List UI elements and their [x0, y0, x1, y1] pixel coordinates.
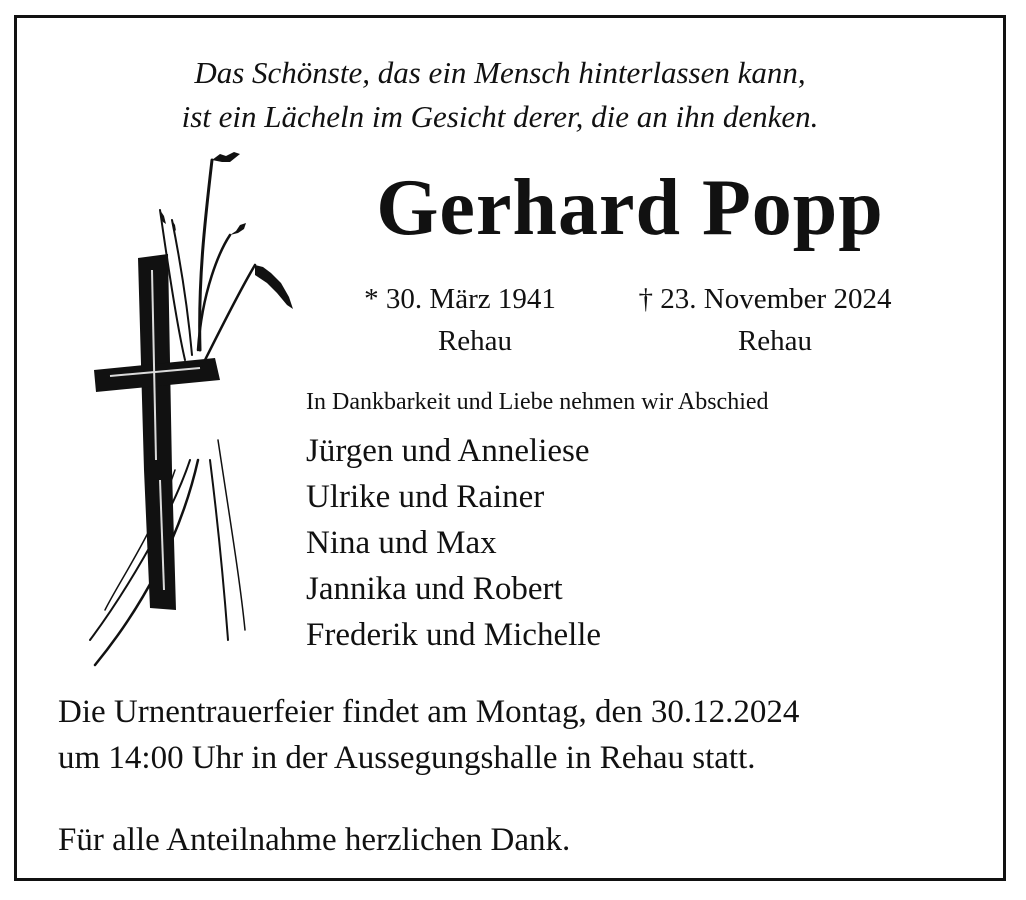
mourner-name: Nina und Max [306, 525, 497, 561]
mourner-list [306, 428, 601, 658]
deceased-name: Gerhard Popp [376, 164, 884, 252]
death-place: Rehau [737, 325, 813, 357]
mourner-name: Ulrike und Rainer [306, 479, 545, 515]
cross-with-grass-icon [80, 140, 310, 670]
birth-place: Rehau [437, 325, 513, 357]
mourner-name: Jürgen und Anneliese [306, 433, 590, 469]
ceremony-line-2: um 14:00 Uhr in der Aussegungshalle in Rehau statt. [58, 740, 756, 776]
motto-line-2: ist ein Lächeln im Gesicht derer, die an ihn denken. [181, 99, 819, 134]
mourner-name: Frederik und Michelle [306, 617, 602, 653]
birth-date: * 30. März 1941 [364, 283, 556, 315]
motto-line-1: Das Schönste, das ein Mensch hinterlassen kann, [194, 55, 806, 90]
ceremony-line-1: Die Urnentrauerfeier findet am Montag, den 30.12.2024 [58, 694, 800, 730]
mourner-name: Jannika und Robert [306, 571, 563, 607]
mourning-intro: In Dankbarkeit und Liebe nehmen wir Abschied [306, 389, 769, 415]
closing-thanks: Für alle Anteilnahme herzlichen Dank. [58, 822, 571, 858]
death-date: † 23. November 2024 [638, 283, 892, 315]
